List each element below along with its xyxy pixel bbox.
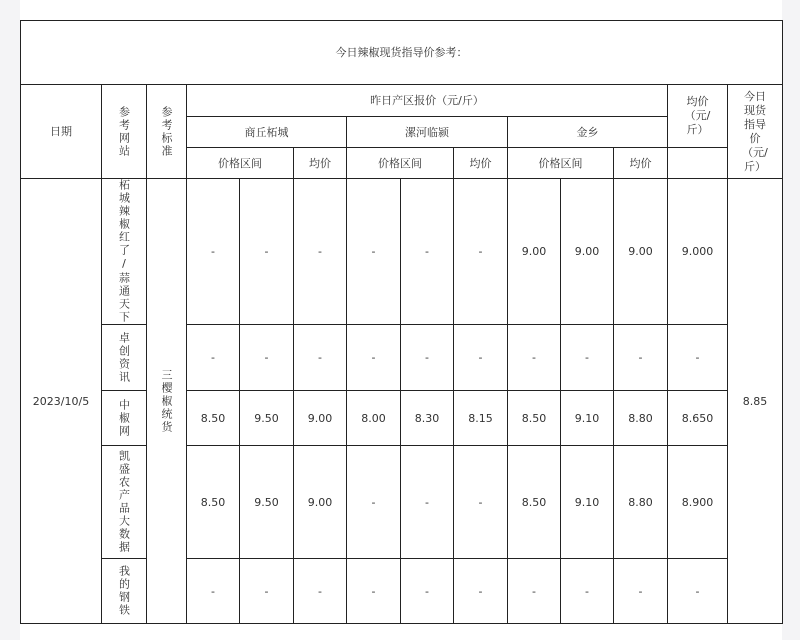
value-cell: -: [614, 325, 668, 391]
value-cell: -: [187, 179, 240, 325]
value-cell: -: [240, 559, 294, 624]
value-cell: -: [401, 446, 454, 559]
value-cell: 8.00: [347, 391, 401, 446]
value-cell: 9.00: [508, 179, 561, 325]
value-cell: -: [240, 325, 294, 391]
header-prev-region: 昨日产区报价（元/斤）: [187, 85, 668, 117]
value-cell: -: [561, 559, 614, 624]
region-name: 金乡: [508, 117, 668, 148]
header-site: 参考网站: [102, 85, 147, 179]
header-avg-spacer: [668, 148, 728, 179]
site-cell: 中椒网: [102, 391, 147, 446]
date-cell: 2023/10/5: [21, 179, 102, 624]
header-avg-unit: 均价（元/斤）: [668, 85, 728, 148]
value-cell: 8.80: [614, 391, 668, 446]
value-cell: -: [401, 559, 454, 624]
value-cell: 8.50: [187, 446, 240, 559]
value-cell: 8.30: [401, 391, 454, 446]
value-cell: -: [454, 446, 508, 559]
value-cell: -: [294, 559, 347, 624]
value-cell: -: [187, 325, 240, 391]
header-avg: 均价: [614, 148, 668, 179]
value-cell: -: [347, 559, 401, 624]
value-cell: -: [614, 559, 668, 624]
value-cell: -: [347, 446, 401, 559]
table-row: [21, 391, 783, 446]
value-cell: -: [294, 179, 347, 325]
value-cell: 9.00: [294, 446, 347, 559]
avg-cell: 9.000: [668, 179, 728, 325]
value-cell: 9.00: [561, 179, 614, 325]
site-cell: 凯盛农产品大数据: [102, 446, 147, 559]
value-cell: -: [401, 179, 454, 325]
value-cell: -: [187, 559, 240, 624]
region-name: 商丘柘城: [187, 117, 347, 148]
table-row: [21, 179, 783, 325]
value-cell: -: [240, 179, 294, 325]
avg-cell: -: [668, 325, 728, 391]
value-cell: 8.50: [187, 391, 240, 446]
avg-cell: 8.650: [668, 391, 728, 446]
header-avg: 均价: [454, 148, 508, 179]
value-cell: -: [508, 559, 561, 624]
value-cell: -: [454, 559, 508, 624]
value-cell: -: [401, 325, 454, 391]
page-title: 今日辣椒现货指导价参考：: [21, 21, 783, 85]
value-cell: 9.00: [614, 179, 668, 325]
value-cell: 8.80: [614, 446, 668, 559]
avg-cell: -: [668, 559, 728, 624]
header-range: 价格区间: [347, 148, 454, 179]
value-cell: -: [561, 325, 614, 391]
value-cell: 9.10: [561, 446, 614, 559]
value-cell: -: [347, 325, 401, 391]
site-cell: 我的钢铁: [102, 559, 147, 624]
today-price-cell: 8.85: [728, 179, 783, 624]
value-cell: 9.00: [294, 391, 347, 446]
header-range: 价格区间: [187, 148, 294, 179]
table-row: [21, 559, 783, 624]
table-row: [21, 325, 783, 391]
value-cell: 8.15: [454, 391, 508, 446]
value-cell: 8.50: [508, 391, 561, 446]
price-table: [20, 20, 783, 624]
value-cell: 9.50: [240, 446, 294, 559]
value-cell: -: [508, 325, 561, 391]
header-range: 价格区间: [508, 148, 614, 179]
value-cell: 9.10: [561, 391, 614, 446]
value-cell: 9.50: [240, 391, 294, 446]
header-standard: 参考标准: [147, 85, 187, 179]
avg-cell: 8.900: [668, 446, 728, 559]
table-row: [21, 446, 783, 559]
value-cell: -: [294, 325, 347, 391]
header-today-price: 今日现货指导价（元/斤）: [728, 85, 783, 179]
value-cell: -: [454, 325, 508, 391]
header-avg: 均价: [294, 148, 347, 179]
value-cell: -: [454, 179, 508, 325]
value-cell: 8.50: [508, 446, 561, 559]
standard-cell: 三樱椒统货: [147, 179, 187, 624]
site-cell: 柘城辣椒红了/蒜通天下: [102, 179, 147, 325]
region-name: 漯河临颍: [347, 117, 508, 148]
site-cell: 卓创资讯: [102, 325, 147, 391]
header-date: 日期: [21, 85, 102, 179]
value-cell: -: [347, 179, 401, 325]
